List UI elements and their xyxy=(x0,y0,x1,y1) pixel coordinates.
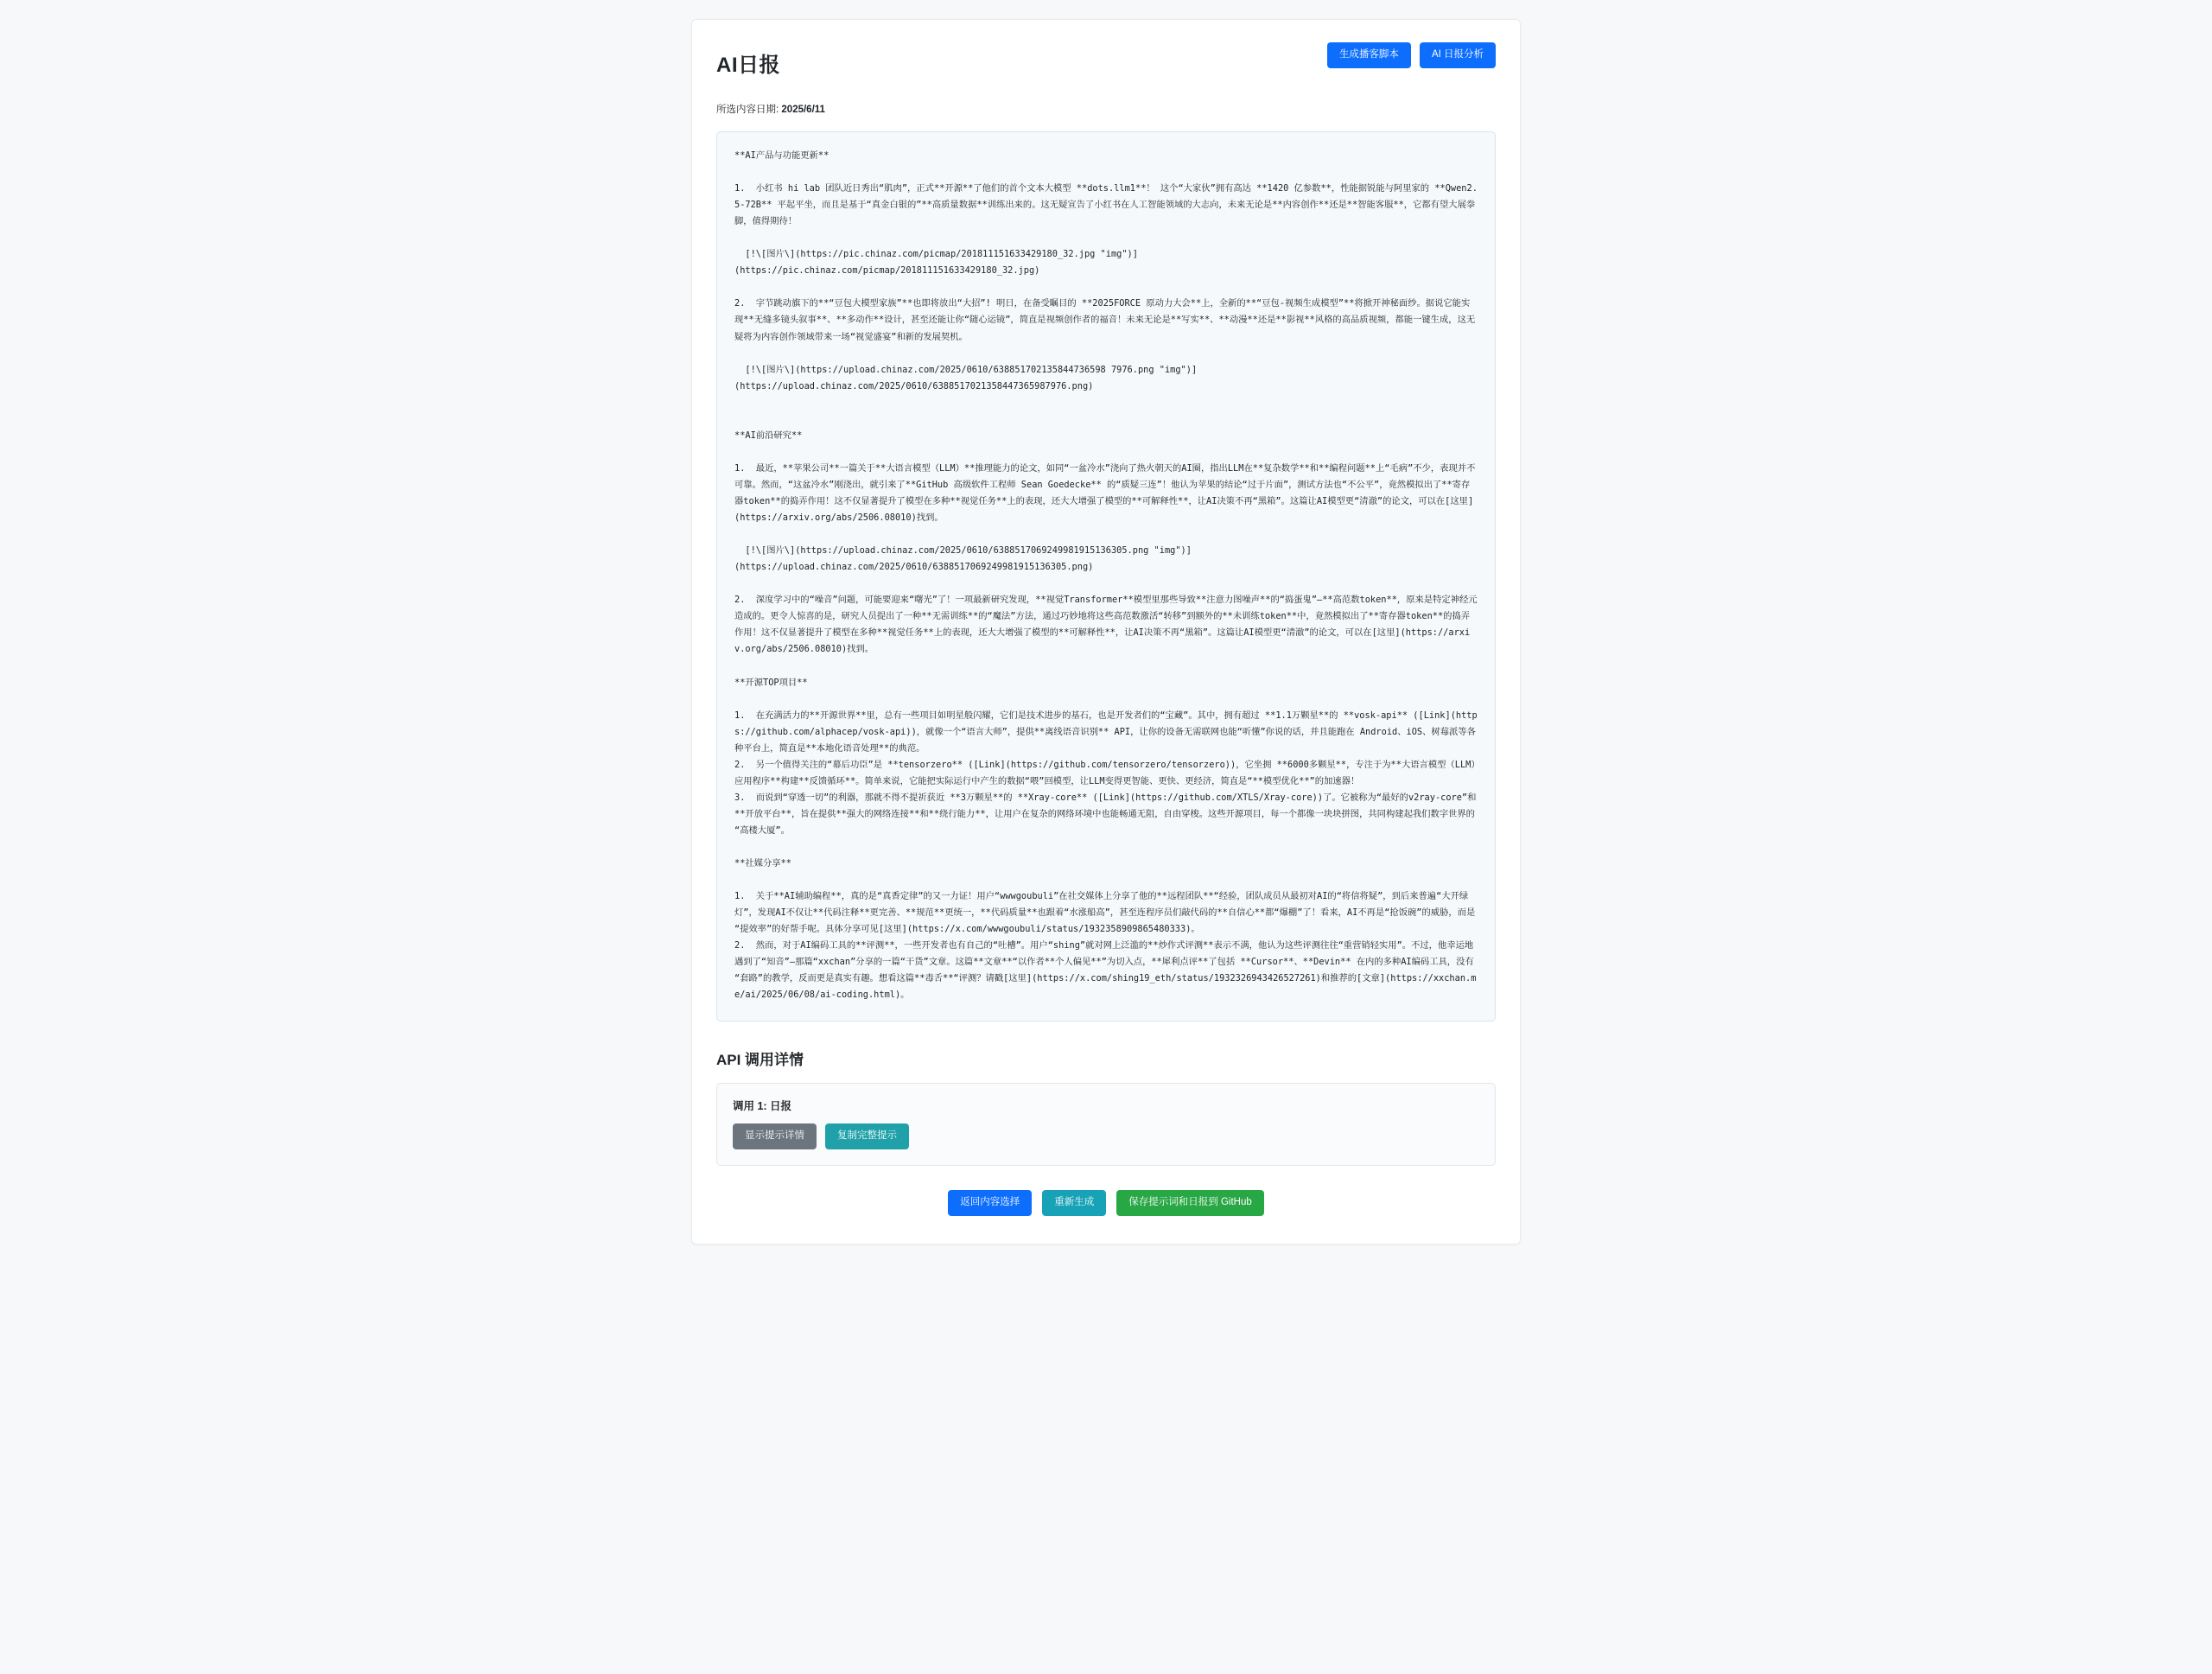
selected-date-value: 2025/6/11 xyxy=(781,105,825,115)
back-to-content-selection-button[interactable]: 返回内容选择 xyxy=(948,1190,1032,1216)
page-title: AI日报 xyxy=(716,54,780,77)
api-call-label: 调用 1: 日报 xyxy=(733,1100,792,1113)
show-prompt-detail-button[interactable]: 显示提示详情 xyxy=(733,1123,817,1149)
generate-podcast-script-button[interactable]: 生成播客脚本 xyxy=(1327,42,1411,68)
selected-date-row xyxy=(716,102,1496,116)
report-content-box xyxy=(716,131,1496,1022)
report-content-text: **AI产品与功能更新** 1. 小红书 hi lab 团队近日秀出“肌肉”，正式**开源**了他们的首个文本大模型 **dots.llm1**！ 这个“大家伙”拥有高达 **1420 亿参数**，性能据锐能与阿里家的 **Qwen2.5-72B** 平起平坐，而且是基于“真金白银的”**高质量数据**训练出来的。这无疑宣告了小红书在人工智能领域的大志向，未来无论是**内容创作**还是**智能客服**，它都有望大展拳脚，值得期待！ [!\[图片\](https://pic.chinaz.com/picmap/201811151633429180_32.jpg "img")] (https://pic.chinaz.com/picmap/201811151633429180_32.jpg) 2. 字节跳动旗下的**“豆包大模型家族”**也即将放出“大招”! 明日，在备受瞩目的 **2025FORCE 原动力大会**上，全新的**“豆包-视频生成模型”**将掀开神秘面纱。据说它能实现**无缝多镜头叙事**、**多动作**设计，甚至还能让你“随心运镜”，简直是视频创作者的福音！未来无论是**写实**、**动漫**还是**影视**风格的高品质视频，都能一键生成，这无疑将为内容创作领域带来一场“视觉盛宴”和新的发展契机。 [!\[图片\](https://upload.chinaz.com/2025/0610/638851702135844736598 7976.png "img")] (https://upload.chinaz.com/2025/0610/6388517021358447365987976.png) **AI前沿研究** 1. 最近，**苹果公司**一篇关于**大语言模型（LLM）**推理能力的论文，如同“一盆冷水”浇向了热火朝天的AI圈，指出LLM在**复杂数学**和**编程问题**上“毛病”不少，表现并不可靠。然而，“这盆冷水”刚浇出，就引来了**GitHub 高级软件工程师 Sean Goedecke** 的“质疑三连”！他认为苹果的结论“过于片面”，测试方法也“不公平”，竟然模拟出了**寄存器token**的捣弄作用！这不仅显著提升了模型在多种**视觉任务**上的表现，还大大增强了模型的**可解释性**，让AI决策不再“黑箱”。这篇让AI模型更“清澈”的论文，可以在[这里](https://arxiv.org/abs/2506.08010)找到。 [!\[图片\](https://upload.chinaz.com/2025/0610/6388517069249981915136305.png "img")] (https://upload.chinaz.com/2025/0610/6388517069249981915136305.png) 2. 深度学习中的“噪音”问题，可能要迎来“曙光”了！一项最新研究发现，**视觉Transformer**模型里那些导致**注意力图噪声**的“捣蛋鬼”—**高范数token**，原来是特定神经元造成的。更令人惊喜的是，研究人员提出了一种**无需训练**的“魔法”方法，通过巧妙地将这些高范数激活“转移”到额外的**未训练token**中，竟然模拟出了**寄存器token**的捣弄作用！这不仅显著提升了模型在多种**视觉任务**上的表现，还大大增强了模型的**可解释性**，让AI决策不再“黑箱”。这篇让AI模型更“清澈”的论文，可以在[这里](https://arxiv.org/abs/2506.08010)找到。 **开源TOP项目** 1. 在充满活力的**开源世界**里，总有一些项目如明星般闪耀，它们是技术进步的基石，也是开发者们的“宝藏”。其中，拥有超过 **1.1万颗星**的 **vosk-api** ([Link](https://github.com/alphacep/vosk-api))，就像一个“语言大师”，提供**离线语音识别** API，让你的设备无需联网也能“听懂”你说的话，并且能跑在 Android、iOS、树莓派等各种平台上，简直是**本地化语音处理**的典范。 2. 另一个值得关注的“幕后功臣”是 **tensorzero** ([Link](https://github.com/tensorzero/tensorzero))，它坐拥 **6000多颗星**，专注于为**大语言模型（LLM）应用程序**构建**反馈循环**。简单来说，它能把实际运行中产生的数据“喂”回模型，让LLM变得更智能、更快、更经济，简直是“**模型优化**”的加速器！ 3. 而说到“穿透一切”的利器，那就不得不提祈获近 **3万颗星**的 **Xray-core** ([Link](https://github.com/XTLS/Xray-core))了。它被称为“最好的v2ray-core”和**开放平台**，旨在提供**强大的网络连接**和**绕行能力**，让用户在复杂的网络环境中也能畅通无阻，自由穿梭。这些开源项目，每一个都像一块块拼图，共同构建起我们数字世界的“高楼大厦”。 **社媒分享** 1. 关于**AI辅助编程**，真的是“真香定律”的又一力证！用户“wwwgoubuli”在社交媒体上分享了他的**远程团队**“经验，团队成员从最初对AI的“将信将疑”，到后来普遍“大开绿灯”，发现AI不仅让**代码注释**更完善、**规范**更统一，**代码质量**也跟着“水涨船高”，甚至连程序员们敲代码的**自信心**都“爆棚”了！看来，AI不再是“抢饭碗”的威胁，而是“提效率”的好帮手呢。具体分享可见[这里](https://x.com/wwwgoubuli/status/1932358909865480333)。 2. 然而，对于AI编码工具的**评测**，一些开发者也有自己的“吐槽”。用户“shing”就对网上泛滥的**炒作式评测**表示不满，他认为这些评测往往“重营销轻实用”。不过，他幸运地遇到了“知音”—那篇“xxchan”分享的一篇“干货”文章。这篇**文章**“以作者**个人偏见**”为切入点，**犀利点评**了包括 **Cursor**、**Devin** 在内的多种AI编码工具，没有“套路”的教学，反而更是真实有趣。想看这篇**毒舌**“评测？请戳[这里](https://x.com/shing19_eth/status/1932326943426527261)和推荐的[文章](https://xxchan.me/ai/2025/06/08/ai-coding.html)。 xyxy=(734,150,1478,1001)
api-call-actions xyxy=(733,1123,1479,1149)
footer-actions xyxy=(716,1190,1496,1216)
ai-report-analysis-button[interactable]: AI 日报分析 xyxy=(1420,42,1496,68)
page-header xyxy=(716,42,1496,78)
header-actions xyxy=(1327,42,1496,68)
save-to-github-button[interactable]: 保存提示词和日报到 GitHub xyxy=(1116,1190,1264,1216)
api-section-title: API 调用详情 xyxy=(716,1052,804,1069)
report-card xyxy=(691,19,1521,1244)
regenerate-button[interactable]: 重新生成 xyxy=(1042,1190,1106,1216)
copy-full-prompt-button[interactable]: 复制完整提示 xyxy=(825,1123,909,1149)
selected-date-label: 所选内容日期: xyxy=(716,105,779,115)
api-call-box xyxy=(716,1083,1496,1166)
